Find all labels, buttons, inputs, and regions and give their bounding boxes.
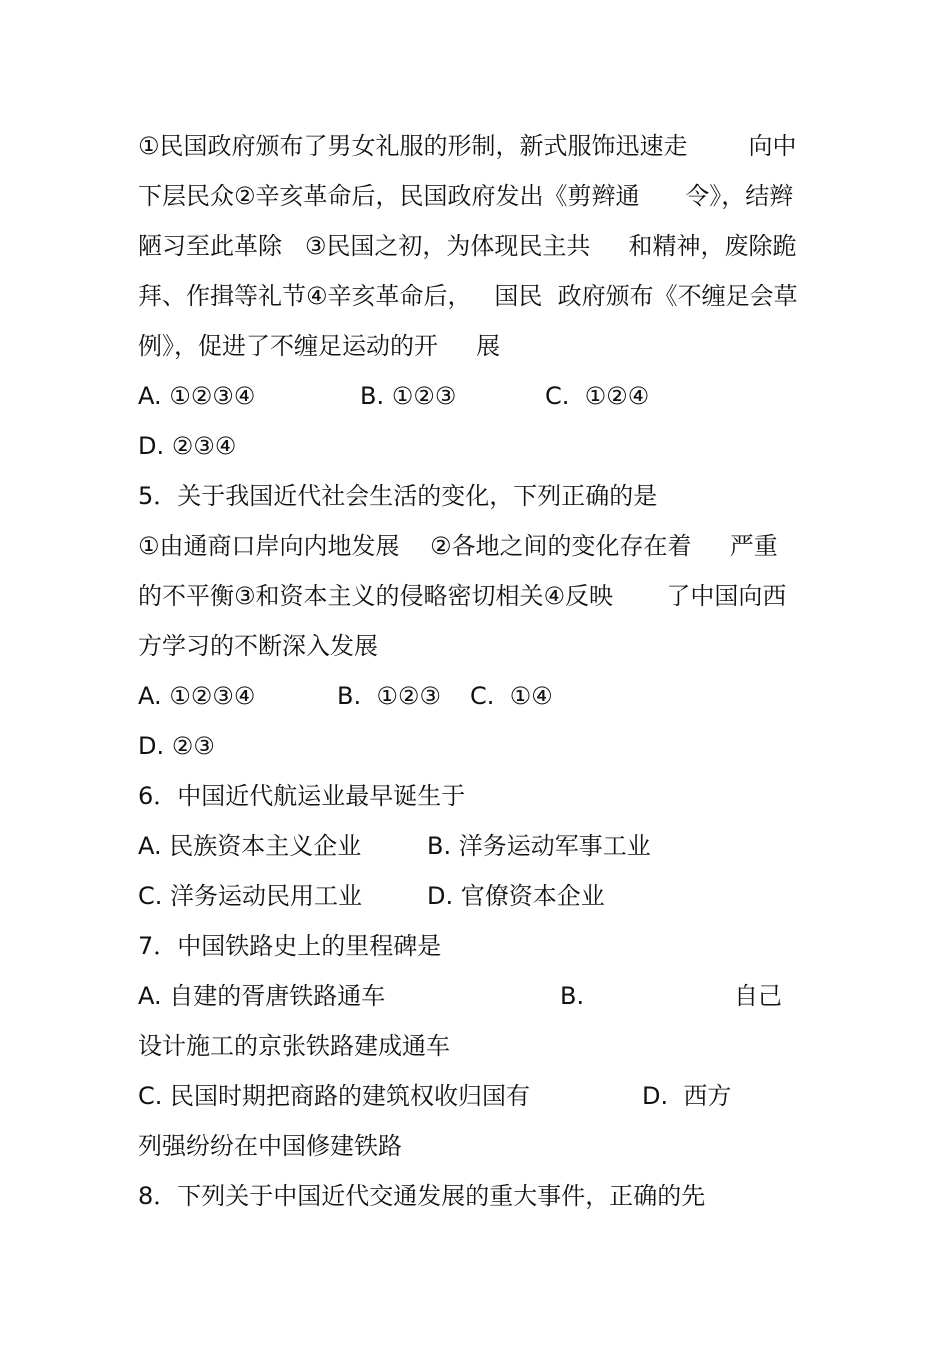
q5-option-a[interactable]: A. ①②③④ (138, 682, 256, 710)
q6-option-d[interactable]: D. 官僚资本企业 (427, 882, 605, 910)
q5-statement-line-2: 的不平衡③和资本主义的侵略密切相关④反映 了中国向西 (138, 582, 787, 610)
q4-option-b[interactable]: B. ①②③ (360, 382, 457, 410)
q5-option-b[interactable]: B. ①②③ (337, 682, 441, 710)
q7-option-b-text-part-1: 自己 (734, 982, 782, 1010)
q5-statement-line-3: 方学习的不断深入发展 (138, 632, 378, 660)
q6-option-c[interactable]: C. 洋务运动民用工业 (138, 882, 363, 910)
q7-option-d-label[interactable]: D. 西方 (642, 1082, 732, 1110)
q4-statement-line-2: 下层民众②辛亥革命后，民国政府发出《剪辫通 令》，结辫 (138, 182, 794, 210)
q7-option-b-text-part-2: 设计施工的京张铁路建成通车 (138, 1032, 450, 1060)
q4-option-d[interactable]: D. ②③④ (138, 432, 237, 460)
q8-title: 8．下列关于中国近代交通发展的重大事件，正确的先 (138, 1182, 706, 1210)
q4-statement-line-1: ①民国政府颁布了男女礼服的形制，新式服饰迅速走 向中 (138, 132, 797, 160)
q6-option-b[interactable]: B. 洋务运动军事工业 (427, 832, 651, 860)
q7-option-a[interactable]: A. 自建的胥唐铁路通车 (138, 982, 386, 1010)
q6-option-a[interactable]: A. 民族资本主义企业 (138, 832, 362, 860)
q5-title: 5．关于我国近代社会生活的变化，下列正确的是 (138, 482, 658, 510)
q4-option-c[interactable]: C. ①②④ (545, 382, 650, 410)
q7-title: 7．中国铁路史上的里程碑是 (138, 932, 442, 960)
q4-statement-line-5: 例》，促进了不缠足运动的开 展 (138, 332, 501, 360)
q5-statement-line-1: ①由通商口岸向内地发展 ②各地之间的变化存在着 严重 (138, 532, 778, 560)
q7-option-b-label[interactable]: B. (560, 982, 585, 1010)
q5-option-d[interactable]: D. ②③ (138, 732, 215, 760)
q4-option-a[interactable]: A. ①②③④ (138, 382, 256, 410)
q6-title: 6．中国近代航运业最早诞生于 (138, 782, 466, 810)
q7-option-c[interactable]: C. 民国时期把商路的建筑权收归国有 (138, 1082, 531, 1110)
q7-option-d-text-part-2: 列强纷纷在中国修建铁路 (138, 1132, 402, 1160)
q4-statement-line-3: 陋习至此革除 ③民国之初，为体现民主共 和精神，废除跪 (138, 232, 797, 260)
q5-option-c[interactable]: C. ①④ (470, 682, 553, 710)
q4-statement-line-4: 拜、作揖等礼节④辛亥革命后， 国民 政府颁布《不缠足会草 (138, 282, 798, 310)
